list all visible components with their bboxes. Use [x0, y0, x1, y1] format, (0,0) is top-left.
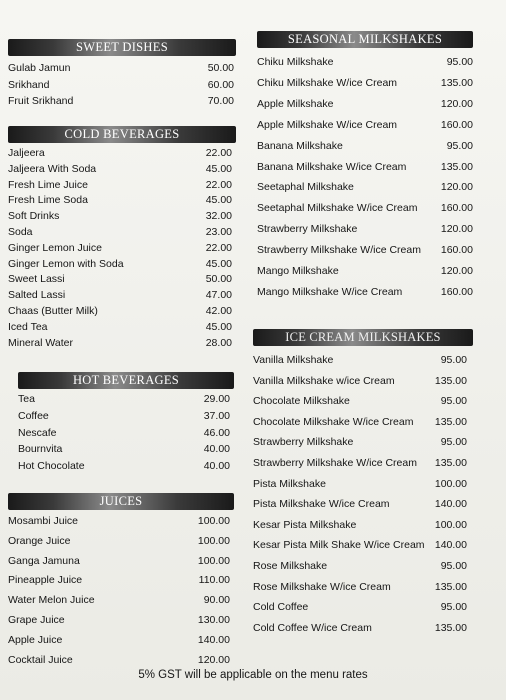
menu-item-name: Banana Milkshake W/ice Cream [257, 160, 407, 173]
menu-item-row [253, 436, 473, 450]
menu-item-name: Sweet Lassi [8, 273, 65, 286]
seasonal-milkshakes-banner: SEASONAL MILKSHAKES [257, 31, 473, 48]
menu-item-price: 45.00 [205, 162, 232, 175]
menu-item-row [253, 354, 473, 368]
menu-item-row [8, 614, 234, 628]
menu-item-name: Chiku Milkshake [257, 56, 334, 68]
menu-item-row [257, 244, 473, 258]
menu-item-row [253, 601, 473, 615]
menu-item-name: Apple Juice [8, 633, 63, 646]
juices-banner: JUICES [8, 493, 234, 510]
menu-item-price: 100.00 [197, 554, 230, 567]
hot-beverages-section [18, 372, 234, 479]
menu-item-row [257, 161, 473, 175]
menu-item-row [8, 242, 236, 256]
menu-item-name: Mosambi Juice [8, 515, 79, 527]
menu-item-row [253, 395, 473, 409]
menu-item-row [18, 393, 234, 407]
menu-item-name: Fresh Lime Soda [8, 194, 88, 207]
menu-item-name: Water Melon Juice [8, 594, 95, 607]
menu-item-row [8, 163, 236, 177]
menu-item-price: 95.00 [440, 560, 467, 572]
menu-item-name: Seetaphal Milkshake W/ice Cream [257, 202, 418, 215]
menu-item-name: Strawberry Milkshake [257, 223, 358, 236]
menu-item-price: 50.00 [207, 62, 234, 74]
menu-item-row [8, 258, 236, 272]
menu-item-row [18, 460, 234, 474]
menu-item-name: Soft Drinks [8, 210, 60, 223]
cold-beverages-banner: COLD BEVERAGES [8, 126, 236, 143]
menu-item-row [253, 519, 473, 533]
menu-item-price: 28.00 [205, 336, 232, 349]
menu-item-name: Ginger Lemon Juice [8, 241, 102, 254]
menu-item-row [8, 273, 236, 287]
ice-cream-milkshakes-banner: ICE CREAM MILKSHAKES [253, 329, 473, 346]
menu-item-price: 135.00 [434, 457, 467, 469]
menu-item-price: 90.00 [203, 594, 230, 607]
menu-item-price: 100.00 [197, 534, 230, 547]
menu-item-price: 32.00 [205, 210, 232, 223]
menu-item-price: 50.00 [205, 273, 232, 286]
menu-item-price: 23.00 [205, 226, 232, 238]
menu-item-price: 29.00 [203, 393, 230, 405]
menu-item-price: 120.00 [197, 653, 230, 666]
menu-item-price: 70.00 [207, 95, 234, 107]
menu-item-price: 45.00 [205, 257, 232, 270]
menu-item-row [8, 210, 236, 224]
menu-item-price: 135.00 [434, 415, 467, 428]
menu-item-price: 45.00 [205, 194, 232, 207]
menu-item-price: 130.00 [197, 614, 230, 626]
menu-item-row [257, 223, 473, 237]
menu-item-name: Rose Milkshake [253, 560, 328, 572]
menu-item-row [8, 574, 234, 588]
menu-item-price: 95.00 [446, 139, 473, 152]
hot-beverages-list [18, 389, 234, 479]
menu-item-name: Coffee [18, 409, 49, 422]
menu-item-price: 95.00 [440, 395, 467, 408]
menu-item-name: Jaljeera With Soda [8, 162, 97, 175]
menu-item-name: Chiku Milkshake W/ice Cream [257, 76, 398, 89]
menu-item-name: Mineral Water [8, 336, 73, 349]
menu-item-price: 160.00 [440, 244, 473, 257]
menu-item-price: 110.00 [198, 574, 230, 587]
menu-item-name: Kesar Pista Milkshake [253, 518, 357, 531]
menu-item-name: Tea [18, 393, 35, 405]
menu-item-row [253, 560, 473, 574]
menu-item-name: Pista Milkshake [253, 477, 326, 490]
menu-item-price: 95.00 [440, 436, 467, 449]
menu-item-row [8, 594, 234, 608]
menu-item-name: Jaljeera [8, 147, 45, 159]
sweet-dishes-banner: SWEET DISHES [8, 39, 236, 56]
menu-item-name: Pista Milkshake W/ice Cream [253, 498, 390, 511]
menu-item-row [8, 62, 236, 76]
menu-item-price: 100.00 [434, 477, 467, 490]
menu-item-name: Cocktail Juice [8, 653, 73, 666]
menu-item-price: 140.00 [197, 633, 230, 646]
menu-item-name: Chocolate Milkshake W/ice Cream [253, 415, 414, 428]
menu-item-row [257, 202, 473, 216]
menu-item-row [253, 581, 473, 595]
menu-item-name: Strawberry Milkshake W/ice Cream [257, 244, 421, 257]
menu-item-name: Pineapple Juice [8, 574, 83, 587]
menu-item-row [253, 416, 473, 430]
menu-item-name: Chaas (Butter Milk) [8, 305, 98, 317]
menu-item-price: 95.00 [446, 56, 473, 68]
menu-item-row [8, 289, 236, 303]
menu-item-price: 47.00 [205, 289, 232, 302]
menu-item-name: Grape Juice [8, 614, 65, 626]
menu-item-name: Kesar Pista Milk Shake W/ice Cream [253, 539, 425, 552]
menu-item-name: Gulab Jamun [8, 62, 71, 74]
menu-item-name: Vanilla Milkshake [253, 354, 334, 366]
menu-item-name: Fresh Lime Juice [8, 178, 88, 191]
menu-item-row [8, 654, 234, 668]
menu-item-name: Chocolate Milkshake [253, 395, 350, 408]
menu-item-row [257, 286, 473, 300]
menu-item-price: 135.00 [434, 580, 467, 593]
menu-item-name: Bournvita [18, 443, 63, 456]
menu-item-price: 160.00 [440, 285, 473, 298]
menu-item-price: 42.00 [205, 305, 232, 317]
menu-item-price: 95.00 [440, 601, 467, 614]
menu-item-row [253, 622, 473, 636]
menu-item-row [8, 194, 236, 208]
menu-item-name: Strawberry Milkshake W/ice Cream [253, 457, 417, 469]
menu-item-name: Fruit Srikhand [8, 95, 74, 107]
juices-list [8, 510, 234, 675]
menu-item-row [8, 535, 234, 549]
menu-item-row [8, 305, 236, 319]
menu-item-row [257, 56, 473, 70]
menu-item-row [253, 539, 473, 553]
menu-item-row [8, 634, 234, 648]
menu-item-price: 46.00 [203, 426, 230, 439]
menu-item-price: 120.00 [440, 223, 473, 236]
menu-item-name: Soda [8, 226, 33, 238]
cold-beverages-section [8, 126, 236, 358]
ice-cream-milkshakes-section [253, 329, 473, 646]
menu-item-price: 135.00 [434, 374, 467, 387]
menu-item-row [257, 181, 473, 195]
menu-item-price: 95.00 [440, 354, 467, 366]
menu-item-name: Iced Tea [8, 320, 48, 333]
menu-item-row [8, 95, 236, 109]
menu-item-row [257, 98, 473, 112]
menu-item-row [18, 427, 234, 441]
menu-item-name: Apple Milkshake W/ice Cream [257, 118, 398, 131]
menu-item-price: 120.00 [440, 181, 473, 194]
menu-item-row [8, 226, 236, 240]
menu-item-name: Srikhand [8, 78, 50, 91]
sweet-dishes-section [8, 39, 236, 116]
menu-item-name: Banana Milkshake [257, 139, 343, 152]
menu-item-price: 22.00 [205, 147, 232, 159]
menu-item-row [253, 375, 473, 389]
menu-item-price: 135.00 [440, 160, 473, 173]
menu-item-name: Apple Milkshake [257, 97, 334, 110]
gst-note: 5% GST will be applicable on the menu rates [138, 669, 368, 681]
menu-item-price: 60.00 [207, 78, 234, 91]
sweet-dishes-list [8, 56, 236, 116]
menu-item-price: 135.00 [440, 76, 473, 89]
menu-item-price: 100.00 [197, 515, 230, 527]
menu-item-name: Strawberry Milkshake [253, 436, 354, 449]
menu-item-name: Vanilla Milkshake w/ice Cream [253, 374, 395, 387]
menu-item-row [8, 179, 236, 193]
menu-item-price: 40.00 [203, 443, 230, 456]
menu-item-name: Ganga Jamuna [8, 554, 80, 567]
menu-item-price: 45.00 [205, 320, 232, 333]
menu-item-row [253, 478, 473, 492]
menu-item-row [257, 119, 473, 133]
menu-item-row [8, 337, 236, 351]
menu-item-name: Cold Coffee W/ice Cream [253, 621, 372, 634]
menu-item-price: 120.00 [440, 265, 473, 277]
menu-item-row [257, 77, 473, 91]
menu-item-price: 37.00 [203, 409, 230, 422]
menu-item-price: 120.00 [440, 97, 473, 110]
menu-item-name: Seetaphal Milkshake [257, 181, 354, 194]
seasonal-milkshakes-list [257, 48, 473, 308]
menu-item-name: Rose Milkshake W/ice Cream [253, 580, 391, 593]
menu-item-row [257, 265, 473, 279]
menu-item-name: Salted Lassi [8, 289, 66, 302]
menu-item-row [253, 457, 473, 471]
seasonal-milkshakes-section [257, 31, 473, 308]
menu-item-price: 140.00 [434, 539, 467, 552]
menu-item-row [8, 555, 234, 569]
menu-item-row [18, 443, 234, 457]
ice-cream-milkshakes-list [253, 346, 473, 646]
menu-item-price: 22.00 [205, 178, 232, 191]
menu-item-name: Cold Coffee [253, 601, 309, 614]
menu-item-row [18, 410, 234, 424]
menu-item-price: 160.00 [440, 118, 473, 131]
cold-beverages-list [8, 143, 236, 358]
menu-item-price: 100.00 [434, 518, 467, 531]
hot-beverages-banner: HOT BEVERAGES [18, 372, 234, 389]
menu-item-price: 135.00 [434, 621, 467, 634]
menu-item-row [8, 321, 236, 335]
menu-item-price: 140.00 [434, 498, 467, 511]
menu-item-name: Hot Chocolate [18, 460, 85, 473]
menu-item-name: Ginger Lemon with Soda [8, 257, 124, 270]
menu-item-row [8, 515, 234, 529]
menu-item-price: 22.00 [205, 241, 232, 254]
menu-item-row [253, 498, 473, 512]
menu-item-row [257, 140, 473, 154]
menu-item-row [8, 147, 236, 161]
menu-item-name: Orange Juice [8, 534, 71, 547]
menu-item-price: 40.00 [203, 460, 230, 473]
menu-item-name: Mango Milkshake W/ice Cream [257, 285, 403, 298]
menu-item-price: 160.00 [440, 202, 473, 215]
menu-item-row [8, 79, 236, 93]
menu-item-name: Mango Milkshake [257, 265, 339, 277]
menu-item-name: Nescafe [18, 426, 57, 439]
juices-section [8, 493, 234, 675]
